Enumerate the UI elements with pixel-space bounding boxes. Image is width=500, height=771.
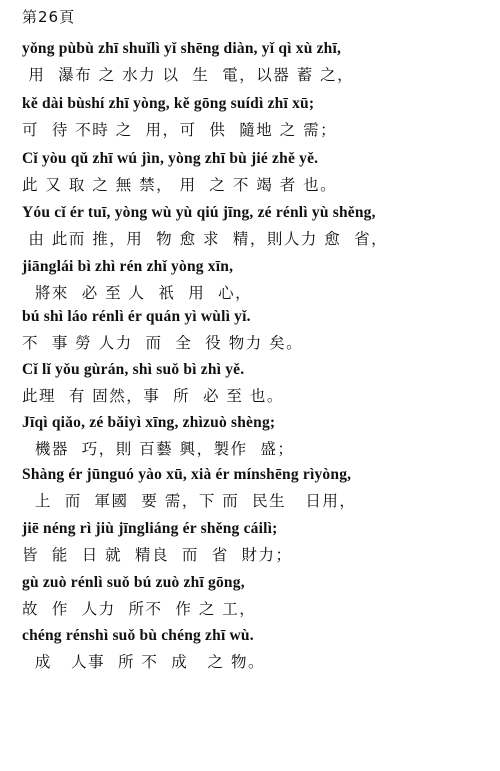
chinese-line: 由 此而 推，用 物 愈 求 精，則人力 愈 省， [22, 230, 389, 248]
pinyin-line: jiānglái bì zhì rén zhǐ yòng xīn, [22, 258, 234, 275]
pinyin-line: Cǐ yòu qǔ zhī wú jìn, yòng zhī bù jié zhě yě. [22, 150, 319, 167]
pinyin-line: Jīqì qiǎo, zé bǎiyì xīng, zhìzuò shèng; [22, 414, 276, 431]
chinese-line: 用 瀑布 之 水力 以 生 電，以器 蓄 之， [22, 66, 355, 84]
page-number: 第26頁 [22, 8, 76, 26]
chinese-line: 上 而 軍國 要 需，下 而 民生 日用， [22, 492, 357, 510]
pinyin-line: kě dài bùshí zhī yòng, kě gōng suídì zhī xū; [22, 95, 315, 112]
chinese-line: 機器 巧，則 百藝 興，製作 盛； [22, 440, 295, 458]
pinyin-line: Shàng ér jūnguó yào xū, xià ér mínshēng rìyòng, [22, 466, 352, 483]
chinese-line: 將來 必 至 人 祇 用 心， [22, 284, 253, 302]
chinese-line: 此理 有 固然，事 所 必 至 也。 [22, 387, 284, 405]
chinese-line: 故 作 人力 所不 作 之 工， [22, 600, 257, 618]
pinyin-line: Cǐ lǐ yǒu gùrán, shì suǒ bì zhì yě. [22, 361, 245, 378]
chinese-line: 此 又 取 之 無 禁， 用 之 不 竭 者 也。 [22, 176, 338, 194]
chinese-line: 成 人事 所 不 成 之 物。 [22, 653, 265, 671]
pinyin-line: chéng rénshì suǒ bù chéng zhī wù. [22, 627, 254, 644]
chinese-line: 皆 能 日 就 精良 而 省 財力； [22, 546, 293, 564]
pinyin-line: yǒng pùbù zhī shuǐlì yǐ shēng diàn, yǐ qì xù zhī, [22, 40, 342, 57]
pinyin-line: jiē néng rì jiù jīngliáng ér shěng cáilì; [22, 520, 278, 537]
pinyin-line: bú shì láo rénlì ér quán yì wùlì yǐ. [22, 308, 251, 325]
chinese-line: 可 待 不時 之 用，可 供 隨地 之 需； [22, 121, 338, 139]
chinese-line: 不 事 勞 人力 而 全 役 物力 矣。 [22, 334, 304, 352]
pinyin-line: Yóu cǐ ér tuī, yòng wù yù qiú jīng, zé rénlì yù shěng, [22, 204, 376, 221]
pinyin-line: gù zuò rénlì suǒ bú zuò zhī gōng, [22, 574, 245, 591]
